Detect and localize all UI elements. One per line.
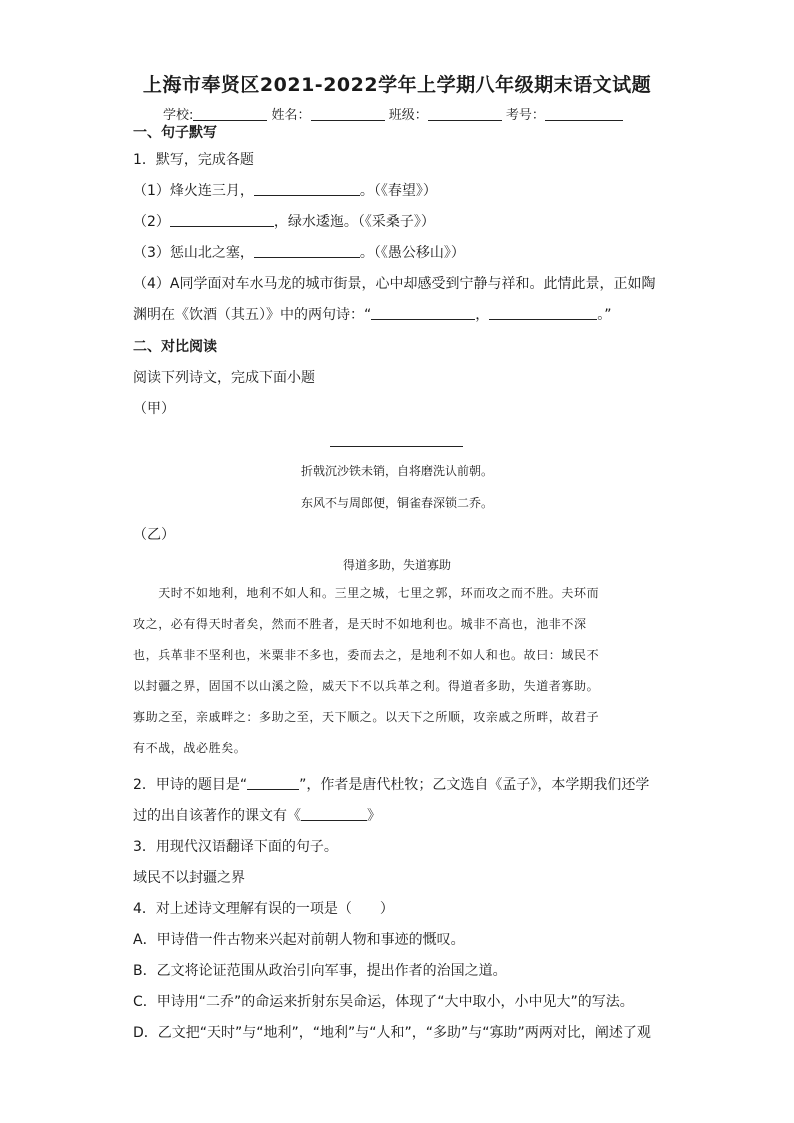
q1-2 <box>133 213 435 231</box>
number-label: 考号： <box>505 108 545 123</box>
q4-option-c[interactable]: C．甲诗用“二乔”的命运来折射东吴命运，体现了“大中取小，小中见大”的写法。 <box>133 994 634 1010</box>
q2-line1 <box>133 776 649 794</box>
name-blank[interactable] <box>311 108 385 121</box>
prose-line: 天时不如地利，地利不如人和。三里之城，七里之郭，环而攻之而不胜。夫环而 <box>133 586 600 600</box>
number-blank[interactable] <box>545 108 623 121</box>
student-info-line <box>163 104 623 123</box>
q2-pre: 2．甲诗的题目是“ <box>133 777 248 793</box>
q1-1-answer-blank[interactable] <box>254 182 360 196</box>
q1-4-line1: （4）A同学面对车水马龙的城市街景，心中却感受到宁静与祥和。此情此景，正如陶 <box>133 276 656 292</box>
prose-line: 攻之，必有得天时者矣，然而不胜者，是天时不如地利也。城非不高也，池非不深 <box>133 617 587 631</box>
q1-4-mid: ， <box>475 307 490 323</box>
q1-4-answer-blank-1[interactable] <box>371 306 475 320</box>
q1-4-line2 <box>133 306 612 324</box>
name-label: 姓名： <box>271 108 311 123</box>
q1-4-answer-blank-2[interactable] <box>489 306 597 320</box>
prose-line: 寡助之至，亲戚畔之：多助之至，天下顺之。以天下之所顺，攻亲戚之所畔，故君子 <box>133 710 600 724</box>
q1-3 <box>133 244 465 262</box>
q3-stem: 3．用现代汉语翻译下面的句子。 <box>133 839 338 855</box>
q1-3-answer-blank[interactable] <box>254 244 360 258</box>
q4-stem: 4．对上述诗文理解有误的一项是（ ） <box>133 901 394 917</box>
q1-1 <box>133 182 437 200</box>
q1-stem: 1．默写，完成各题 <box>133 152 254 168</box>
poem-line-1: 折戟沉沙铁未销，自将磨洗认前朝。 <box>300 464 493 478</box>
prose-line: 有不战，战必胜矣。 <box>133 741 247 755</box>
poem-title-blank <box>330 446 463 447</box>
prose-line: 以封疆之界，固国不以山溪之险，威天下不以兵革之利。得道者多助，失道者寡助。 <box>133 679 600 693</box>
q1-4-pre: 渊明在《饮酒（其五）》中的两句诗：“ <box>133 307 372 323</box>
q4-option-d[interactable]: D．乙文把“天时”与“地利”，“地利”与“人和”，“多助”与“寡助”两两对比，阐述了观 <box>133 1025 651 1041</box>
q2-line2-pre: 过的出自该著作的课文有《 <box>133 808 301 824</box>
exam-title: 上海市奉贤区2021-2022学年上学期八年级期末语文试题 <box>142 74 652 96</box>
q1-2-post: ，绿水逶迤。（《采桑子》） <box>273 214 435 230</box>
q2-post: ”，作者是唐代杜牧；乙文选自《孟子》，本学期我们还学 <box>299 777 650 793</box>
q2-line2-post: 》 <box>367 808 381 824</box>
school-blank[interactable] <box>193 108 267 121</box>
q1-3-post: 。（《愚公移山》） <box>359 245 465 261</box>
q1-1-post: 。（《春望》） <box>359 183 437 199</box>
jia-label: （甲） <box>133 401 175 417</box>
class-label: 班级： <box>388 108 428 123</box>
prose-body <box>133 578 655 764</box>
q4-option-a[interactable]: A．甲诗借一件古物来兴起对前朝人物和事迹的慨叹。 <box>133 932 465 948</box>
q1-3-pre: （3）惩山北之塞， <box>133 245 254 261</box>
q3-sentence: 域民不以封疆之界 <box>133 870 245 886</box>
poem-line-2: 东风不与周郎便，铜雀春深锁二乔。 <box>300 496 493 510</box>
yi-label: （乙） <box>133 527 175 543</box>
prose-title: 得道多助，失道寡助 <box>342 558 451 572</box>
section1-heading: 一、句子默写 <box>133 125 217 141</box>
class-blank[interactable] <box>428 108 502 121</box>
q4-option-b[interactable]: B．乙文将论证范围从政治引向军事，提出作者的治国之道。 <box>133 963 507 979</box>
school-label: 学校: <box>163 108 194 123</box>
q1-4-post: 。” <box>597 307 612 323</box>
section2-heading: 二、对比阅读 <box>133 339 217 355</box>
reading-intro: 阅读下列诗文，完成下面小题 <box>133 370 315 386</box>
q1-2-answer-blank[interactable] <box>170 213 274 227</box>
q2-lesson-blank[interactable] <box>301 807 367 821</box>
q2-title-blank[interactable] <box>247 776 299 790</box>
prose-line: 也，兵革非不坚利也，米粟非不多也，委而去之，是地利不如人和也。故曰：域民不 <box>133 648 600 662</box>
q1-1-pre: （1）烽火连三月， <box>133 183 254 199</box>
q2-line2 <box>133 807 381 825</box>
q1-2-pre: （2） <box>133 214 170 230</box>
